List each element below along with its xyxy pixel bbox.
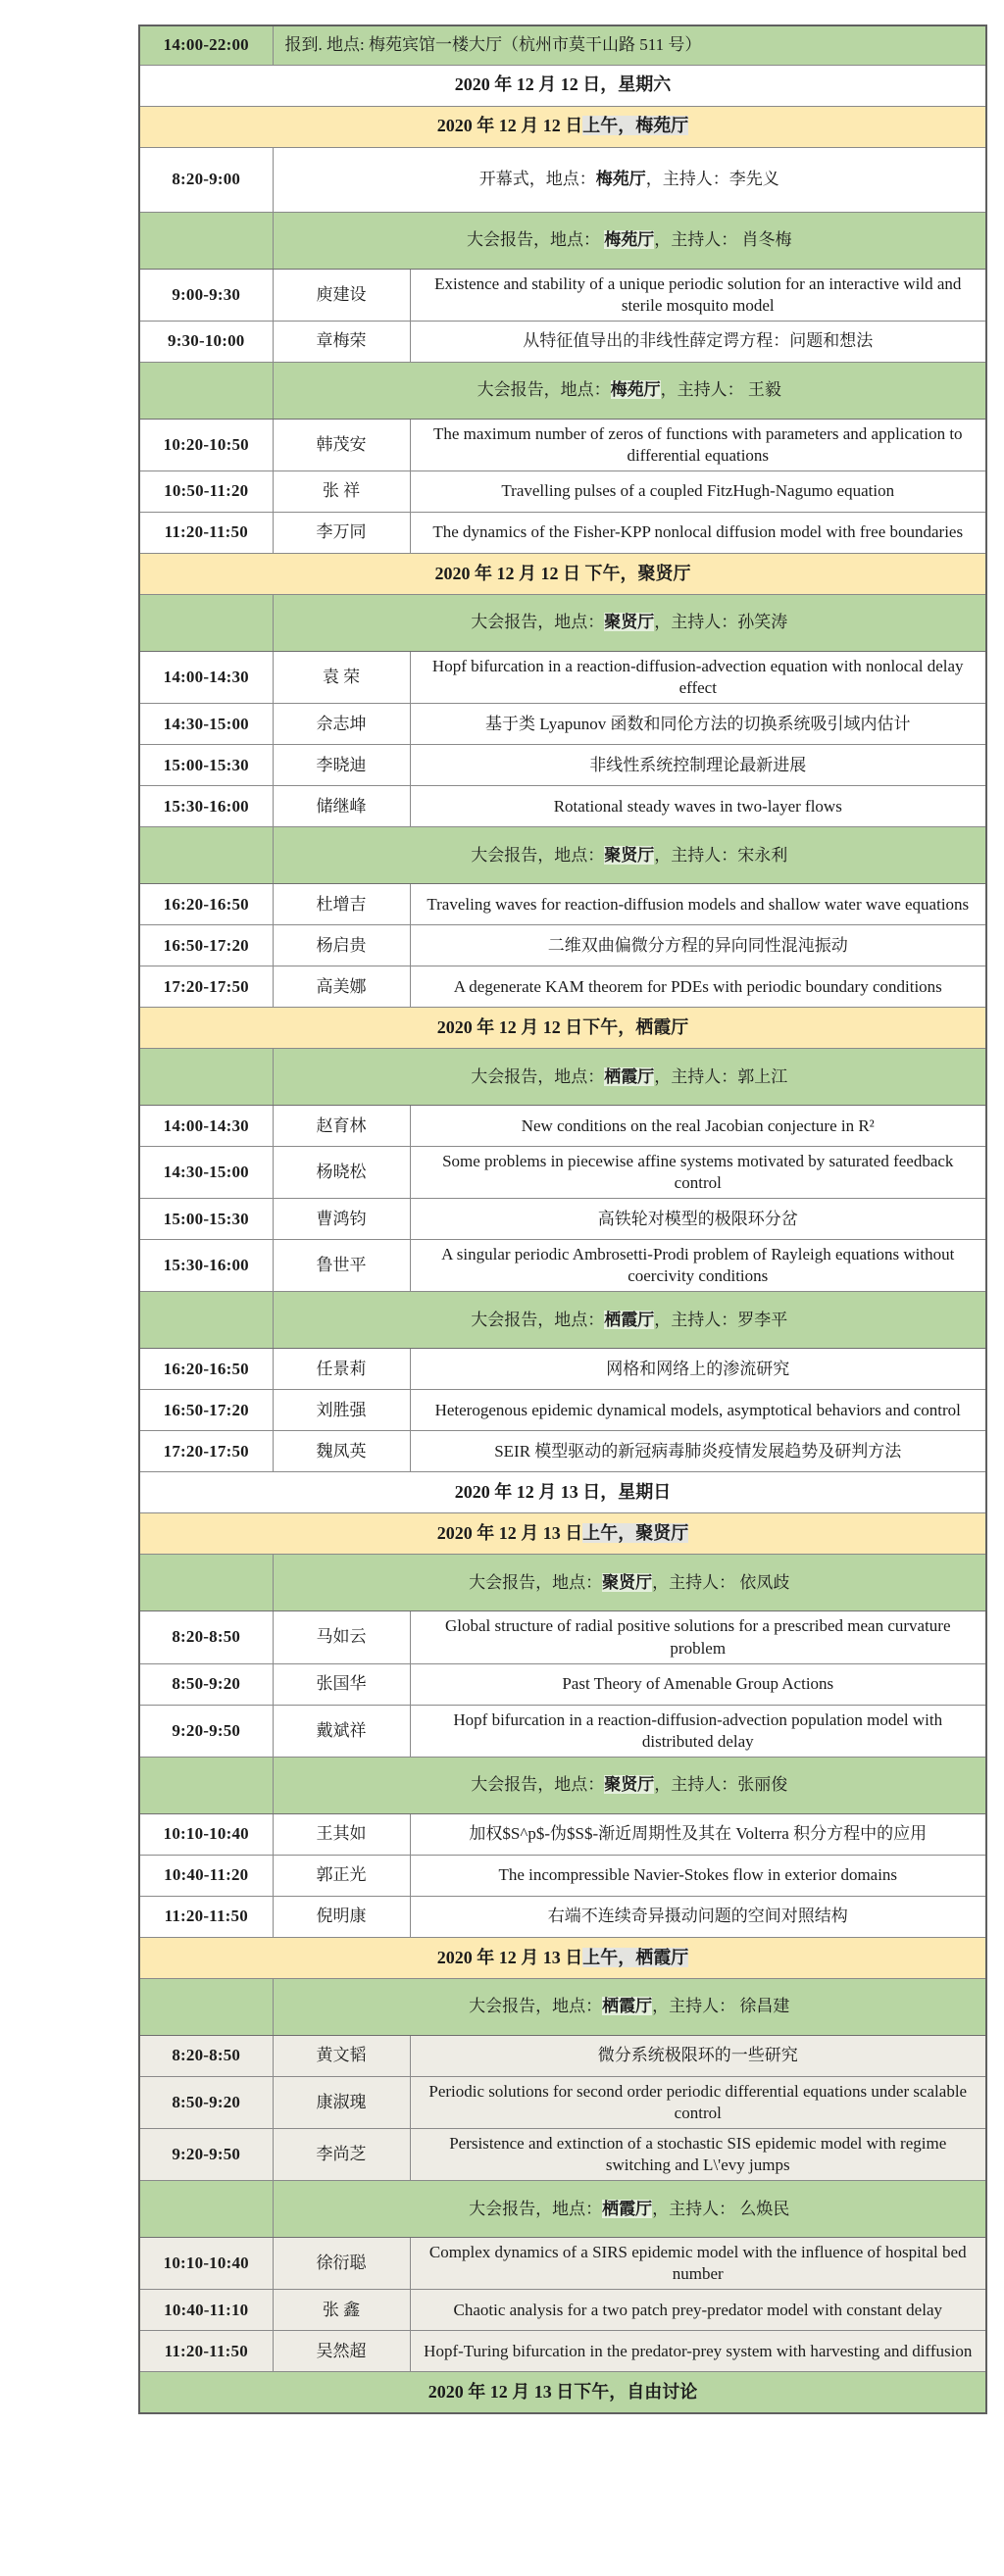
speaker-cell: 李晓迪: [273, 745, 410, 786]
empty-time-cell: [139, 362, 273, 419]
date-banner: [139, 553, 986, 594]
talk-title-cell: A singular periodic Ambrosetti-Prodi problem of Rayleigh equations without coercivity conditions: [410, 1240, 986, 1292]
session-header-cell: [273, 1292, 986, 1349]
speaker-cell: 赵育林: [273, 1106, 410, 1147]
speaker-cell: 张 鑫: [273, 2290, 410, 2331]
time-cell: 15:00-15:30: [139, 1199, 273, 1240]
talk-row: [139, 512, 986, 553]
talk-row: [139, 966, 986, 1008]
date-row: [139, 1513, 986, 1555]
talk-title-cell: Persistence and extinction of a stochastic SIS epidemic model with regime switching and L\'evy jumps: [410, 2129, 986, 2181]
talk-title-cell: The dynamics of the Fisher-KPP nonlocal diffusion model with free boundaries: [410, 512, 986, 553]
talk-title-cell: 二维双曲偏微分方程的异向同性混沌振动: [410, 925, 986, 966]
banner-text: 大会报告，地点：: [471, 1310, 605, 1329]
banner-text: ，主持人： 徐昌建: [652, 1997, 790, 2016]
empty-time-cell: [139, 1292, 273, 1349]
talk-row: [139, 1896, 986, 1937]
session-header-cell: [273, 1757, 986, 1813]
banner-text: 2020 年 12 月 13 日: [436, 1947, 583, 1967]
session-row: [139, 594, 986, 651]
talk-row: [139, 1390, 986, 1431]
banner-text: 2020 年 12 月 13 日: [436, 1523, 583, 1544]
time-cell: 16:20-16:50: [139, 884, 273, 925]
banner-text: ，主持人： 肖冬梅: [654, 229, 792, 249]
session-row: [139, 1292, 986, 1349]
time-cell: 10:40-11:10: [139, 2290, 273, 2331]
session-header-cell: [273, 1555, 986, 1611]
time-cell: 14:00-14:30: [139, 651, 273, 703]
talk-title-cell: 网格和网络上的渗流研究: [410, 1349, 986, 1390]
session-header-cell: [273, 2181, 986, 2238]
talk-title-cell: SEIR 模型驱动的新冠病毒肺炎疫情发展趋势及研判方法: [410, 1431, 986, 1472]
talk-title-cell: 加权$S^p$-伪$S$-渐近周期性及其在 Volterra 积分方程中的应用: [410, 1813, 986, 1855]
banner-text: 大会报告，地点：: [471, 845, 605, 865]
date-banner: [139, 1937, 986, 1978]
talk-row: [139, 2290, 986, 2331]
time-cell: 14:00-22:00: [139, 25, 273, 65]
date-row: [139, 65, 986, 106]
time-cell: 8:20-9:00: [139, 147, 273, 212]
speaker-cell: 李尚芝: [273, 2129, 410, 2181]
time-cell: 17:20-17:50: [139, 966, 273, 1008]
talk-row: [139, 1349, 986, 1390]
date-banner: [139, 1513, 986, 1555]
venue-name: 栖霞厅: [604, 1310, 655, 1329]
talk-title-cell: Complex dynamics of a SIRS epidemic model with the influence of hospital bed number: [410, 2238, 986, 2290]
banner-text: ，主持人： 么焕民: [652, 2199, 790, 2218]
highlighted-text: 上午，聚贤厅: [582, 1523, 689, 1544]
banner-text: 开幕式，地点：: [478, 169, 596, 188]
banner-text: 大会报告，地点：: [471, 1066, 605, 1086]
banner-text: 2020 年 12 月 13 日，星期日: [454, 1482, 672, 1503]
empty-time-cell: [139, 212, 273, 269]
venue-name: 栖霞厅: [602, 1997, 653, 2016]
time-cell: 16:50-17:20: [139, 1390, 273, 1431]
opening-ceremony-cell: [273, 147, 986, 212]
venue-name: 聚贤厅: [604, 1775, 655, 1795]
speaker-cell: 戴斌祥: [273, 1705, 410, 1757]
talk-row: [139, 269, 986, 321]
speaker-cell: 吴然超: [273, 2331, 410, 2372]
time-cell: 10:20-10:50: [139, 419, 273, 471]
empty-time-cell: [139, 827, 273, 884]
talk-row: [139, 1813, 986, 1855]
talk-title-cell: Hopf-Turing bifurcation in the predator-prey system with harvesting and diffusion: [410, 2331, 986, 2372]
empty-time-cell: [139, 1757, 273, 1813]
date-banner: [139, 65, 986, 106]
time-cell: 10:50-11:20: [139, 471, 273, 512]
time-cell: 10:40-11:20: [139, 1855, 273, 1896]
session-row: [139, 827, 986, 884]
time-cell: 14:30-15:00: [139, 704, 273, 745]
speaker-cell: 李万同: [273, 512, 410, 553]
venue-name: 梅苑厅: [604, 229, 655, 249]
banner-text: 2020 年 12 月 12 日下午，栖霞厅: [436, 1016, 689, 1037]
speaker-cell: 刘胜强: [273, 1390, 410, 1431]
speaker-cell: 韩茂安: [273, 419, 410, 471]
empty-time-cell: [139, 1049, 273, 1106]
venue-name: 聚贤厅: [604, 845, 655, 865]
date-banner: [139, 1008, 986, 1049]
talk-row: [139, 1106, 986, 1147]
time-cell: 11:20-11:50: [139, 512, 273, 553]
speaker-cell: 倪明康: [273, 1896, 410, 1937]
banner-text: ，主持人：郭上江: [654, 1066, 788, 1086]
talk-title-cell: 非线性系统控制理论最新进展: [410, 745, 986, 786]
speaker-cell: 高美娜: [273, 966, 410, 1008]
banner-text: 大会报告，地点：: [477, 380, 611, 400]
time-cell: 8:20-8:50: [139, 2035, 273, 2076]
talk-row: [139, 2129, 986, 2181]
talk-title-cell: 右端不连续奇异摄动问题的空间对照结构: [410, 1896, 986, 1937]
talk-title-cell: 基于类 Lyapunov 函数和同伦方法的切换系统吸引域内估计: [410, 704, 986, 745]
talk-row: [139, 1855, 986, 1896]
plenary-row: [139, 147, 986, 212]
speaker-cell: 康淑瑰: [273, 2076, 410, 2128]
time-cell: 15:30-16:00: [139, 1240, 273, 1292]
session-row: [139, 2181, 986, 2238]
time-cell: 9:20-9:50: [139, 2129, 273, 2181]
session-header-cell: [273, 594, 986, 651]
empty-time-cell: [139, 2181, 273, 2238]
empty-time-cell: [139, 594, 273, 651]
banner-text: 大会报告，地点：: [467, 229, 605, 249]
session-header-cell: [273, 212, 986, 269]
session-row: [139, 1757, 986, 1813]
talk-row: [139, 1147, 986, 1199]
talk-title-cell: Travelling pulses of a coupled FitzHugh-Nagumo equation: [410, 471, 986, 512]
speaker-cell: 袁 荣: [273, 651, 410, 703]
speaker-cell: 杜增吉: [273, 884, 410, 925]
date-banner: [139, 106, 986, 147]
time-cell: 9:20-9:50: [139, 1705, 273, 1757]
session-header-cell: [273, 1978, 986, 2035]
talk-title-cell: Heterogenous epidemic dynamical models, asymptotical behaviors and control: [410, 1390, 986, 1431]
speaker-cell: 杨晓松: [273, 1147, 410, 1199]
talk-title-cell: The incompressible Navier-Stokes flow in exterior domains: [410, 1855, 986, 1896]
talk-row: [139, 786, 986, 827]
venue-name: 梅苑厅: [610, 380, 661, 400]
talk-row: [139, 925, 986, 966]
time-cell: 17:20-17:50: [139, 1431, 273, 1472]
talk-title-cell: The maximum number of zeros of functions with parameters and application to differential equations: [410, 419, 986, 471]
talk-row: [139, 471, 986, 512]
talk-title-cell: Periodic solutions for second order periodic differential equations under scalable control: [410, 2076, 986, 2128]
speaker-cell: 杨启贵: [273, 925, 410, 966]
time-cell: 16:20-16:50: [139, 1349, 273, 1390]
checkin-info-cell: 报到. 地点: 梅苑宾馆一楼大厅（杭州市莫干山路 511 号）: [273, 25, 986, 65]
speaker-cell: 庾建设: [273, 269, 410, 321]
session-header-cell: [273, 1049, 986, 1106]
time-cell: 16:50-17:20: [139, 925, 273, 966]
talk-row: [139, 1431, 986, 1472]
checkin-row: [139, 25, 986, 65]
time-cell: 15:00-15:30: [139, 745, 273, 786]
talk-title-cell: Hopf bifurcation in a reaction-diffusion-advection population model with distributed delay: [410, 1705, 986, 1757]
banner-text: 大会报告，地点：: [469, 1572, 603, 1592]
banner-text: ，主持人：张丽俊: [654, 1775, 788, 1795]
time-cell: 8:50-9:20: [139, 2076, 273, 2128]
talk-row: [139, 2035, 986, 2076]
date-row: [139, 106, 986, 147]
banner-text: ，主持人：孙笑涛: [654, 613, 788, 632]
date-row: [139, 1008, 986, 1049]
time-cell: 8:50-9:20: [139, 1663, 273, 1705]
banner-text: 大会报告，地点：: [471, 1775, 605, 1795]
schedule-body: [139, 25, 986, 2413]
banner-text: ，主持人： 王毅: [660, 380, 781, 400]
highlighted-text: 上午，栖霞厅: [582, 1947, 689, 1967]
talk-row: [139, 1240, 986, 1292]
date-row: [139, 1472, 986, 1513]
banner-text: 2020 年 12 月 12 日: [436, 116, 583, 136]
banner-text: 2020 年 12 月 13 日下午，自由讨论: [427, 2381, 698, 2402]
time-cell: 11:20-11:50: [139, 2331, 273, 2372]
time-cell: 8:20-8:50: [139, 1611, 273, 1663]
schedule-table: [138, 25, 987, 2414]
empty-time-cell: [139, 1555, 273, 1611]
talk-row: [139, 704, 986, 745]
banner-text: ，主持人：宋永利: [654, 845, 788, 865]
session-row: [139, 212, 986, 269]
session-row: [139, 1978, 986, 2035]
date-banner: [139, 2372, 986, 2413]
time-cell: 9:30-10:00: [139, 321, 273, 362]
talk-title-cell: Existence and stability of a unique periodic solution for an interactive wild and sterile mosquito model: [410, 269, 986, 321]
session-row: [139, 1049, 986, 1106]
venue-name: 栖霞厅: [604, 1066, 655, 1086]
speaker-cell: 章梅荣: [273, 321, 410, 362]
speaker-cell: 储继峰: [273, 786, 410, 827]
banner-text: 大会报告，地点：: [471, 613, 605, 632]
venue-name: 聚贤厅: [604, 613, 655, 632]
speaker-cell: 王其如: [273, 1813, 410, 1855]
venue-name: 栖霞厅: [602, 2199, 653, 2218]
date-row: [139, 1937, 986, 1978]
time-cell: 11:20-11:50: [139, 1896, 273, 1937]
empty-time-cell: [139, 1978, 273, 2035]
talk-row: [139, 884, 986, 925]
talk-row: [139, 1199, 986, 1240]
banner-text: 大会报告，地点：: [469, 1997, 603, 2016]
speaker-cell: 张 祥: [273, 471, 410, 512]
talk-title-cell: Rotational steady waves in two-layer flows: [410, 786, 986, 827]
talk-title-cell: Some problems in piecewise affine systems motivated by saturated feedback control: [410, 1147, 986, 1199]
talk-title-cell: 微分系统极限环的一些研究: [410, 2035, 986, 2076]
talk-row: [139, 2238, 986, 2290]
speaker-cell: 任景莉: [273, 1349, 410, 1390]
venue-name: 聚贤厅: [602, 1572, 653, 1592]
talk-title-cell: Chaotic analysis for a two patch prey-predator model with constant delay: [410, 2290, 986, 2331]
talk-title-cell: A degenerate KAM theorem for PDEs with periodic boundary conditions: [410, 966, 986, 1008]
date-row: [139, 2372, 986, 2413]
talk-title-cell: 从特征值导出的非线性薛定谔方程：问题和想法: [410, 321, 986, 362]
session-row: [139, 362, 986, 419]
time-cell: 9:00-9:30: [139, 269, 273, 321]
talk-row: [139, 1663, 986, 1705]
banner-text: 2020 年 12 月 12 日，星期六: [454, 74, 672, 95]
speaker-cell: 马如云: [273, 1611, 410, 1663]
time-cell: 14:00-14:30: [139, 1106, 273, 1147]
speaker-cell: 佘志坤: [273, 704, 410, 745]
banner-text: 大会报告，地点：: [469, 2199, 603, 2218]
talk-row: [139, 2076, 986, 2128]
speaker-cell: 徐衍聪: [273, 2238, 410, 2290]
speaker-cell: 郭正光: [273, 1855, 410, 1896]
talk-title-cell: New conditions on the real Jacobian conjecture in R²: [410, 1106, 986, 1147]
speaker-cell: 黄文韬: [273, 2035, 410, 2076]
talk-title-cell: Global structure of radial positive solutions for a prescribed mean curvature problem: [410, 1611, 986, 1663]
highlighted-text: 上午，梅苑厅: [582, 116, 689, 136]
talk-row: [139, 321, 986, 362]
talk-title-cell: Hopf bifurcation in a reaction-diffusion-advection equation with nonlocal delay effect: [410, 651, 986, 703]
time-cell: 15:30-16:00: [139, 786, 273, 827]
session-row: [139, 1555, 986, 1611]
banner-text: ，主持人：罗李平: [654, 1310, 788, 1329]
time-cell: 14:30-15:00: [139, 1147, 273, 1199]
session-header-cell: [273, 362, 986, 419]
talk-row: [139, 1705, 986, 1757]
talk-row: [139, 651, 986, 703]
talk-row: [139, 419, 986, 471]
banner-text: 2020 年 12 月 12 日 下午，聚贤厅: [434, 563, 691, 583]
banner-text: ，主持人：李先义: [645, 169, 779, 188]
venue-name: 梅苑厅: [595, 169, 646, 188]
date-banner: [139, 1472, 986, 1513]
speaker-cell: 魏凤英: [273, 1431, 410, 1472]
speaker-cell: 鲁世平: [273, 1240, 410, 1292]
talk-title-cell: 高铁轮对模型的极限环分岔: [410, 1199, 986, 1240]
talk-title-cell: Traveling waves for reaction-diffusion models and shallow water wave equations: [410, 884, 986, 925]
date-row: [139, 553, 986, 594]
speaker-cell: 张国华: [273, 1663, 410, 1705]
talk-title-cell: Past Theory of Amenable Group Actions: [410, 1663, 986, 1705]
talk-row: [139, 2331, 986, 2372]
session-header-cell: [273, 827, 986, 884]
talk-row: [139, 1611, 986, 1663]
time-cell: 10:10-10:40: [139, 1813, 273, 1855]
banner-text: ，主持人： 依凤歧: [652, 1572, 790, 1592]
time-cell: 10:10-10:40: [139, 2238, 273, 2290]
talk-row: [139, 745, 986, 786]
speaker-cell: 曹鸿钧: [273, 1199, 410, 1240]
